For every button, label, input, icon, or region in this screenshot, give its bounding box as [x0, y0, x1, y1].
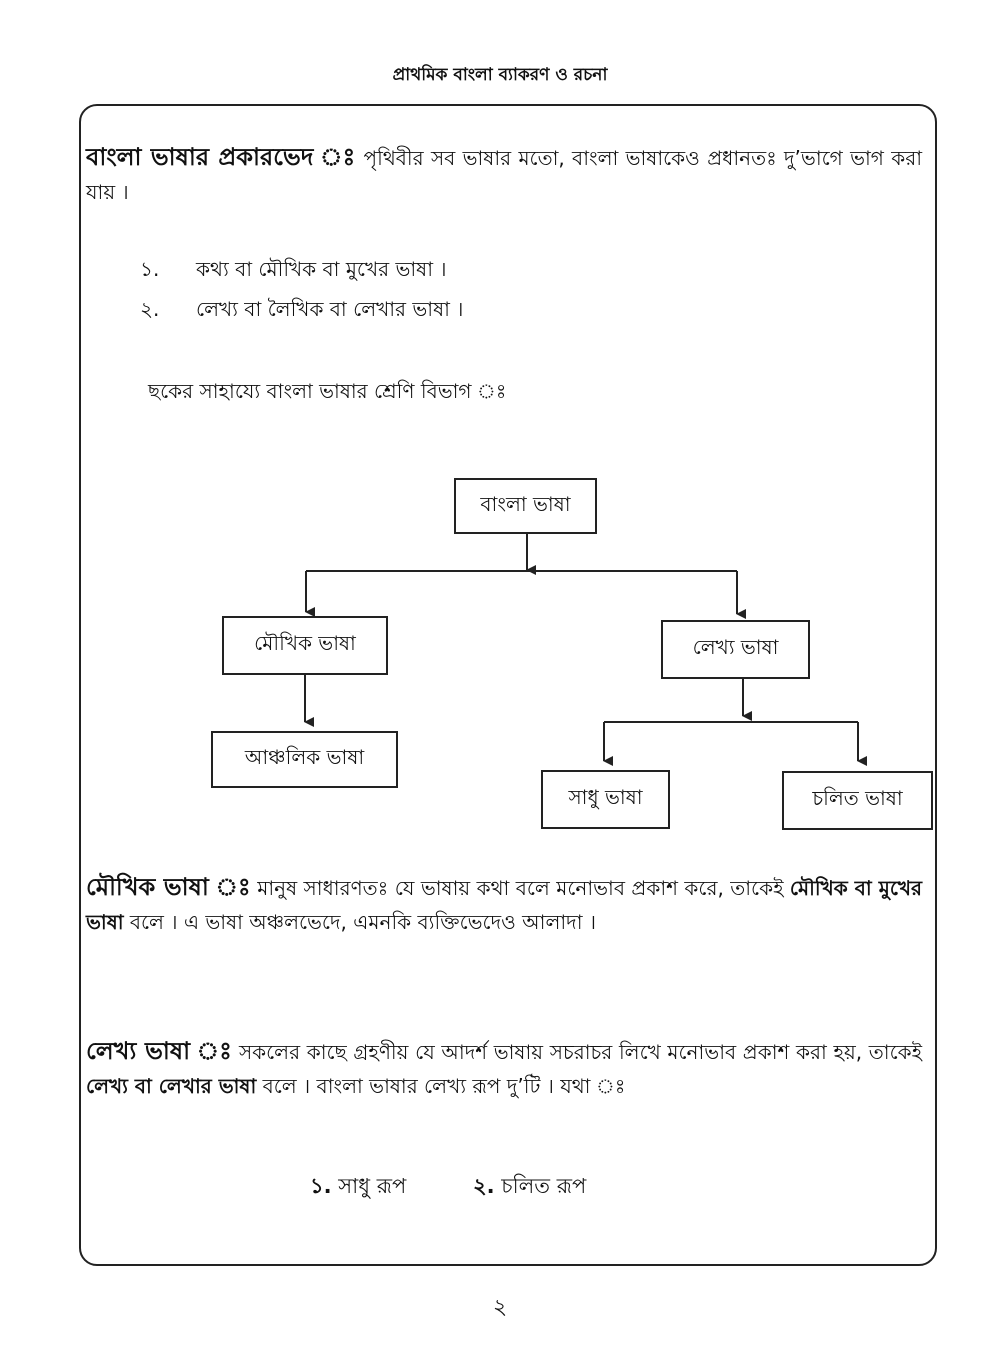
running-header: প্রাথমিক বাংলা ব্যাকরণ ও রচনা	[392, 65, 608, 85]
oral-language-paragraph	[86, 870, 922, 939]
form-label: সাধু রূপ	[338, 1174, 407, 1198]
written-forms-list	[310, 1170, 646, 1205]
list-text: লেখ্য বা লৈখিক বা লেখার ভাষা ।	[196, 297, 464, 321]
list-number: ২.	[140, 297, 160, 321]
node-sadhu-language: সাধু ভাষা	[541, 770, 670, 829]
node-regional-language: আঞ্চলিক ভাষা	[211, 731, 398, 788]
form-number: ২.	[472, 1174, 495, 1198]
node-oral-language: মৌখিক ভাষা	[222, 616, 388, 675]
written-bold-term: লেখ্য বা লেখার ভাষা	[86, 1074, 257, 1098]
intro-text: পৃথিবীর সব ভাষার মতো, বাংলা ভাষাকেও প্রধানতঃ দু’ভাগে ভাগ করা যায় ।	[86, 146, 922, 204]
diagram-caption: ছকের সাহায্যে বাংলা ভাষার শ্রেণি বিভাগ ঃ	[148, 379, 507, 403]
form-label: চলিত রূপ	[501, 1174, 587, 1198]
list-text: কথ্য বা মৌখিক বা মুখের ভাষা ।	[196, 257, 447, 281]
form-item	[310, 1174, 436, 1198]
form-item	[473, 1174, 616, 1198]
oral-text-2: বলে । এ ভাষা অঞ্চলভেদে, এমনকি ব্যক্তিভেদেও আলাদা ।	[129, 910, 597, 934]
node-written-language: লেখ্য ভাষা	[661, 620, 810, 679]
node-cholito-language: চলিত ভাষা	[782, 771, 933, 830]
written-term: লেখ্য ভাষা ঃ	[86, 1037, 233, 1065]
written-language-paragraph	[86, 1034, 922, 1103]
written-text-2: বলে । বাংলা ভাষার লেখ্য রূপ দু’টি । যথা ঃ	[262, 1074, 626, 1098]
page-number: ২	[492, 1295, 508, 1320]
node-bangla-bhasha: বাংলা ভাষা	[454, 478, 597, 534]
oral-bold-term: মৌখিক বা মুখের ভাষা	[86, 876, 922, 934]
written-text-1: সকলের কাছে গ্রহণীয় যে আদর্শ ভাষায় সচরাচর লিখে মনোভাব প্রকাশ করা হয়, তাকেই	[238, 1040, 922, 1064]
form-number: ১.	[310, 1174, 332, 1198]
oral-text-1: মানুষ সাধারণতঃ যে ভাষায় কথা বলে মনোভাব প্রকাশ করে, তাকেই	[257, 876, 784, 900]
list-number: ১.	[140, 257, 160, 281]
oral-term: মৌখিক ভাষা ঃ	[86, 873, 251, 901]
intro-term: বাংলা ভাষার প্রকারভেদ ঃ	[86, 143, 357, 171]
